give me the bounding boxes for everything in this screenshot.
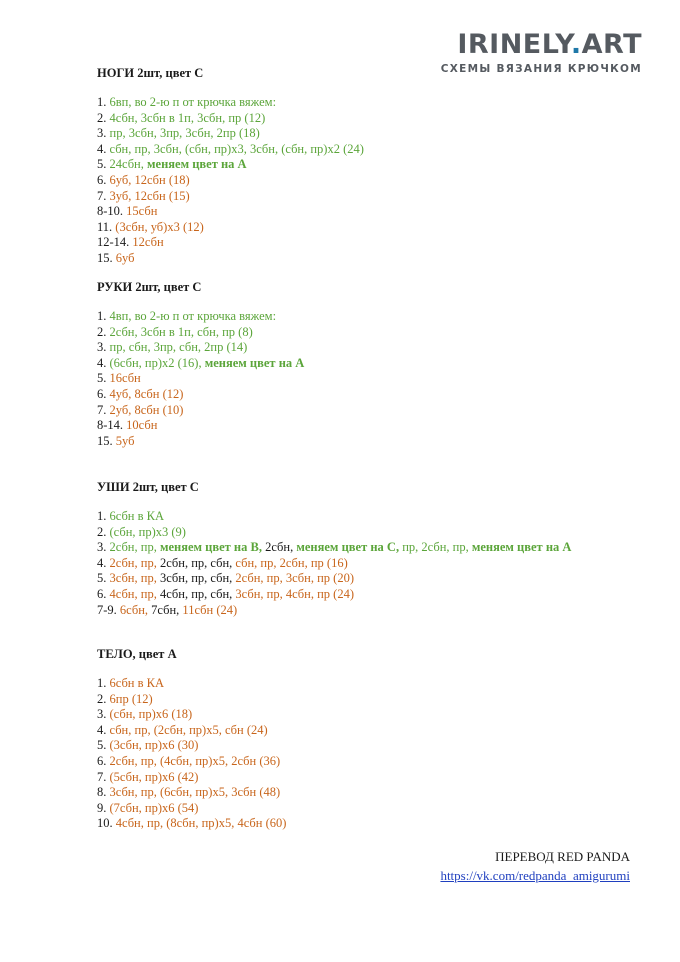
translation-credit: ПЕРЕВОД RED PANDA (495, 849, 630, 864)
pattern-rows (97, 509, 637, 618)
row-segment: 15сбн (126, 204, 158, 219)
section-body (97, 647, 637, 832)
pattern-row (97, 587, 637, 603)
pattern-row (97, 126, 637, 142)
row-segment: 3сбн, пр, 4сбн, пр (24) (235, 586, 354, 601)
row-segment: 15. (97, 250, 116, 265)
footer (330, 847, 630, 885)
pattern-row (97, 509, 637, 525)
row-segment: сбн, пр, 2сбн, пр (16) (235, 555, 348, 570)
pattern-row (97, 356, 637, 372)
row-segment: 7. (97, 188, 110, 203)
section-legs (97, 66, 637, 267)
row-segment: 2уб, 8сбн (10) (109, 402, 184, 417)
row-segment: 4. (97, 555, 110, 570)
row-segment: 7. (97, 402, 110, 417)
row-segment: 3уб, 12сбн (15) (109, 188, 190, 203)
row-segment: 9. (97, 800, 110, 815)
row-segment: 2сбн, (265, 540, 297, 555)
row-segment: 4. (97, 722, 110, 737)
row-segment: (5сбн, пр)х6 (42) (109, 769, 199, 784)
pattern-row (97, 418, 637, 434)
row-segment: 8-10. (97, 204, 127, 219)
row-segment: сбн, пр, 3сбн, (сбн, пр)х3, 3сбн, (сбн, пр)х2 (24) (109, 141, 364, 156)
section-title: НОГИ 2шт, цвет С (97, 66, 204, 80)
section-arms (97, 280, 637, 449)
row-segment: 2. (97, 524, 110, 539)
row-segment: 6пр (12) (109, 691, 153, 706)
row-segment: 4сбн, 3сбн в 1п, 3сбн, пр (12) (109, 110, 266, 125)
pattern-rows (97, 309, 637, 449)
pattern-row (97, 403, 637, 419)
pattern-row (97, 801, 637, 817)
row-segment: 6сбн в КА (109, 509, 165, 523)
row-segment: 24сбн, (109, 157, 147, 172)
row-segment: 10сбн (126, 418, 158, 433)
row-segment: 4сбн, пр, (109, 586, 160, 601)
pattern-row (97, 525, 637, 541)
pattern-row (97, 111, 637, 127)
row-segment: 3. (97, 340, 110, 355)
row-segment: 5. (97, 571, 110, 586)
row-segment: 5. (97, 738, 110, 753)
row-segment: 7. (97, 769, 110, 784)
row-segment: 10. (97, 816, 116, 831)
row-segment: 2. (97, 324, 110, 339)
row-segment: 2сбн, пр, (109, 540, 160, 555)
row-segment: (сбн, пр)х6 (18) (109, 707, 193, 722)
pattern-row (97, 371, 637, 387)
pattern-row (97, 770, 637, 786)
row-segment: 1. (97, 95, 110, 109)
row-segment: 2сбн, пр, 3сбн, пр (20) (235, 571, 354, 586)
pattern-row (97, 816, 637, 832)
row-segment: 11сбн (24) (182, 602, 238, 617)
pattern-row (97, 387, 637, 403)
row-segment: (3сбн, уб)х3 (12) (115, 219, 204, 234)
pattern-row (97, 785, 637, 801)
row-segment: 6вп, во 2-ю п от крючка вяжем: (109, 95, 277, 109)
pattern-row (97, 340, 637, 356)
section-ears (97, 480, 637, 618)
row-segment: меняем цвет на В, (159, 540, 266, 555)
row-segment: (3сбн, пр)х6 (30) (109, 738, 199, 753)
row-segment: меняем цвет на А (204, 355, 305, 370)
pattern-row (97, 157, 637, 173)
pattern-row (97, 142, 637, 158)
row-segment: 5уб (115, 433, 135, 448)
row-segment: 4сбн, пр, (8сбн, пр)х5, 4сбн (60) (115, 816, 287, 831)
row-segment: 1. (97, 509, 110, 523)
row-segment: 5. (97, 157, 110, 172)
row-segment: сбн, пр, (2сбн, пр)х5, сбн (24) (109, 722, 268, 737)
row-segment: 6. (97, 586, 110, 601)
row-segment: 4вп, во 2-ю п от крючка вяжем: (109, 309, 277, 323)
row-segment: 2сбн, пр, сбн, (159, 555, 236, 570)
logo-wordmark (402, 28, 642, 62)
pattern-row (97, 540, 637, 556)
row-segment: пр, 2сбн, пр, (402, 540, 472, 555)
row-segment: 2. (97, 691, 110, 706)
row-segment: 3сбн, пр, сбн, (159, 571, 236, 586)
row-segment: 1. (97, 676, 110, 690)
row-segment: меняем цвет на С, (296, 540, 403, 555)
pattern-row (97, 434, 637, 450)
pattern-row (97, 738, 637, 754)
pattern-rows (97, 95, 637, 267)
section-title: ТЕЛО, цвет А (97, 647, 177, 661)
logo-name-part1: IRINELY (457, 29, 571, 60)
row-segment: пр, сбн, 3пр, сбн, 2пр (14) (109, 340, 248, 355)
row-segment: 6. (97, 172, 110, 187)
pattern-row (97, 754, 637, 770)
pattern-row (97, 95, 637, 111)
row-segment: 2сбн, пр, (4сбн, пр)х5, 2сбн (36) (109, 753, 281, 768)
pattern-row (97, 676, 637, 692)
row-segment: 12сбн (132, 235, 164, 250)
row-segment: 6сбн, (119, 602, 152, 617)
pattern-row (97, 189, 637, 205)
pattern-row (97, 603, 637, 619)
pattern-row (97, 325, 637, 341)
row-segment: 7сбн, (151, 602, 183, 617)
row-segment: пр, 3сбн, 3пр, 3сбн, 2пр (18) (109, 126, 260, 141)
pattern-row (97, 204, 637, 220)
row-segment: 1. (97, 309, 110, 323)
row-segment: меняем цвет на А (471, 540, 572, 555)
section-title: УШИ 2шт, цвет С (97, 480, 199, 494)
row-segment: 4. (97, 355, 110, 370)
pattern-row (97, 235, 637, 251)
row-segment: 7-9. (97, 602, 120, 617)
pattern-row (97, 556, 637, 572)
logo-subtitle: СХЕМЫ ВЯЗАНИЯ КРЮЧКОМ (440, 63, 642, 75)
row-segment: 3. (97, 126, 110, 141)
row-segment: 4уб, 8сбн (12) (109, 386, 184, 401)
row-segment: (7сбн, пр)х6 (54) (109, 800, 199, 815)
pattern-row (97, 251, 637, 267)
row-segment: 6уб, 12сбн (18) (109, 172, 190, 187)
row-segment: 3сбн, пр, (109, 571, 160, 586)
row-segment: меняем цвет на А (147, 157, 247, 172)
row-segment: 2. (97, 110, 110, 125)
pattern-rows (97, 676, 637, 832)
row-segment: 6сбн в КА (109, 676, 165, 690)
row-segment: 16сбн (109, 371, 141, 386)
row-segment: 2сбн, 3сбн в 1п, сбн, пр (8) (109, 324, 253, 339)
section-title: РУКИ 2шт, цвет С (97, 280, 202, 294)
row-segment: 8-14. (97, 418, 127, 433)
row-segment: 6. (97, 753, 110, 768)
pattern-row (97, 723, 637, 739)
row-segment: 15. (97, 433, 116, 448)
row-segment: (6сбн, пр)х2 (16), (109, 355, 205, 370)
row-segment: (сбн, пр)х3 (9) (109, 524, 186, 539)
row-segment: 3. (97, 707, 110, 722)
pattern-row (97, 173, 637, 189)
logo-name-part2: ART (581, 29, 642, 60)
pattern-row (97, 707, 637, 723)
row-segment: 12-14. (97, 235, 133, 250)
pattern-row (97, 220, 637, 236)
vk-link[interactable]: https://vk.com/redpanda_amigurumi (440, 868, 630, 883)
pattern-row (97, 309, 637, 325)
logo-dot: . (570, 29, 582, 60)
row-segment: 11. (97, 219, 116, 234)
pattern-row (97, 692, 637, 708)
row-segment: 2сбн, пр, (109, 555, 160, 570)
row-segment: 6уб (115, 250, 135, 265)
row-segment: 5. (97, 371, 110, 386)
row-segment: 4сбн, пр, сбн, (159, 586, 236, 601)
pattern-row (97, 571, 637, 587)
row-segment: 6. (97, 386, 110, 401)
row-segment: 3. (97, 540, 110, 555)
row-segment: 8. (97, 785, 110, 800)
row-segment: 4. (97, 141, 110, 156)
row-segment: 3сбн, пр, (6сбн, пр)х5, 3сбн (48) (109, 785, 281, 800)
